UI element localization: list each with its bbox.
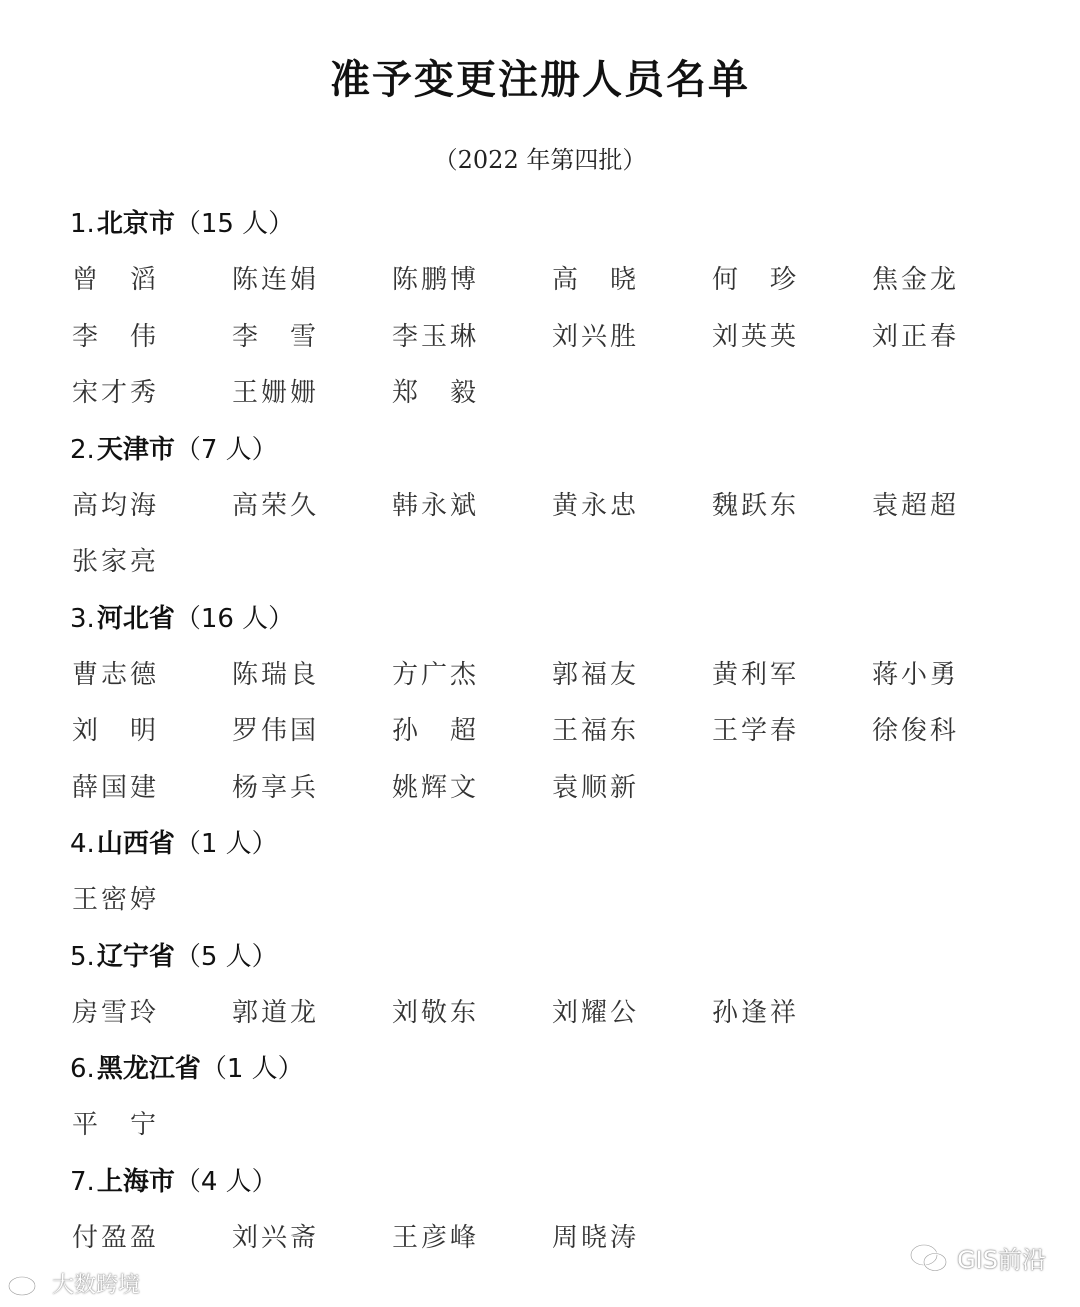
section-number: 5. <box>70 941 95 972</box>
document-title: 准予变更注册人员名单 <box>330 56 750 103</box>
section-header <box>70 929 1030 985</box>
watermark-left-text: 大数跨境 <box>52 1273 141 1298</box>
person-name: 蒋小勇 <box>872 659 956 690</box>
section-number: 4. <box>70 829 95 859</box>
section-header <box>70 591 1030 647</box>
person-name: 陈瑞良 <box>232 659 316 690</box>
person-name: 薛国建 <box>72 772 156 803</box>
person-name: 魏跃东 <box>712 490 796 521</box>
person-name: 张家亮 <box>72 547 156 577</box>
section-region-name: 黑龙江省 <box>96 1054 201 1084</box>
person-name: 刘正春 <box>872 321 956 352</box>
person-name: 刘 明 <box>72 716 156 746</box>
person-name-grid <box>70 872 1030 929</box>
person-name: 李 伟 <box>72 321 156 352</box>
person-name: 高荣久 <box>232 490 316 521</box>
person-name: 王密婷 <box>72 885 156 915</box>
wechat-logo-icon <box>909 1242 949 1274</box>
person-name: 刘兴斋 <box>232 1222 316 1253</box>
section-header <box>70 1041 1030 1097</box>
person-name: 王彦峰 <box>392 1222 476 1253</box>
person-name-grid <box>70 1097 1030 1154</box>
section-count: （7 人） <box>174 434 278 465</box>
document-subtitle: （2022 年第四批） <box>433 146 647 174</box>
person-name: 曾 滔 <box>72 265 156 295</box>
person-name: 何 珍 <box>712 265 796 295</box>
person-name: 宋才秀 <box>72 378 156 408</box>
person-name: 郑 毅 <box>392 378 476 408</box>
person-name: 孙逢祥 <box>712 997 796 1028</box>
section-region-name: 辽宁省 <box>96 941 175 972</box>
person-name: 焦金龙 <box>872 265 956 295</box>
weibo-logo-icon <box>6 1271 46 1297</box>
person-name-grid <box>70 252 1030 422</box>
section-header <box>70 816 1030 872</box>
person-name: 高 晓 <box>552 265 636 295</box>
person-name: 李 雪 <box>232 321 316 352</box>
person-name: 刘兴胜 <box>552 321 636 352</box>
section-region-name: 上海市 <box>96 1166 175 1197</box>
person-name: 杨享兵 <box>232 772 316 803</box>
person-name: 刘英英 <box>712 321 796 352</box>
person-name: 袁顺新 <box>552 772 636 803</box>
person-name-grid <box>70 985 1030 1042</box>
section-count: （4 人） <box>174 1166 278 1197</box>
section-count: （1 人） <box>200 1054 304 1084</box>
section-region-name: 河北省 <box>96 603 175 634</box>
person-name: 黄永忠 <box>552 490 636 521</box>
person-name: 曹志德 <box>72 659 156 690</box>
section-count: （5 人） <box>174 941 278 972</box>
section-count: （1 人） <box>174 829 278 859</box>
person-name-grid <box>70 647 1030 817</box>
section-number: 7. <box>70 1166 95 1197</box>
person-name: 方广杰 <box>392 659 476 690</box>
person-name-grid <box>70 478 1030 591</box>
section-region-name: 北京市 <box>96 209 175 239</box>
person-name: 韩永斌 <box>392 490 476 521</box>
section-number: 6. <box>70 1054 95 1084</box>
section-region-name: 天津市 <box>96 434 175 465</box>
person-name: 姚辉文 <box>392 772 476 803</box>
section-number: 3. <box>70 603 95 634</box>
person-name: 陈连娟 <box>232 265 316 295</box>
section-region-name: 山西省 <box>96 829 175 859</box>
person-name: 王姗姗 <box>232 378 316 408</box>
person-name: 刘敬东 <box>392 997 476 1028</box>
person-name: 付盈盈 <box>72 1222 156 1253</box>
person-name: 陈鹏博 <box>392 265 476 295</box>
person-name: 郭道龙 <box>232 997 316 1028</box>
person-name-grid <box>70 1210 1030 1267</box>
person-name: 徐俊科 <box>872 716 956 746</box>
section-count: （15 人） <box>174 209 295 239</box>
person-name: 周晓涛 <box>552 1222 636 1253</box>
section-header <box>70 196 1030 252</box>
person-name: 罗伟国 <box>232 716 316 746</box>
section-count: （16 人） <box>174 603 295 634</box>
section-number: 1. <box>70 209 95 239</box>
person-name: 李玉琳 <box>392 321 476 352</box>
person-name: 王学春 <box>712 716 796 746</box>
person-name: 高均海 <box>72 490 156 521</box>
section-header <box>70 1154 1030 1210</box>
person-name: 郭福友 <box>552 659 636 690</box>
person-name: 王福东 <box>552 716 636 746</box>
person-name: 袁超超 <box>872 490 956 521</box>
person-name: 平 宁 <box>72 1110 156 1140</box>
watermark-right <box>909 1240 1046 1275</box>
section-header <box>70 422 1030 478</box>
watermark-left <box>6 1268 140 1299</box>
watermark-right-text: GIS前沿 <box>957 1246 1046 1274</box>
person-name: 黄利军 <box>712 659 796 690</box>
section-number: 2. <box>70 434 95 465</box>
person-name: 孙 超 <box>392 716 476 746</box>
name-list <box>70 196 1030 1266</box>
person-name: 刘耀公 <box>552 997 636 1028</box>
person-name: 房雪玲 <box>72 997 156 1028</box>
